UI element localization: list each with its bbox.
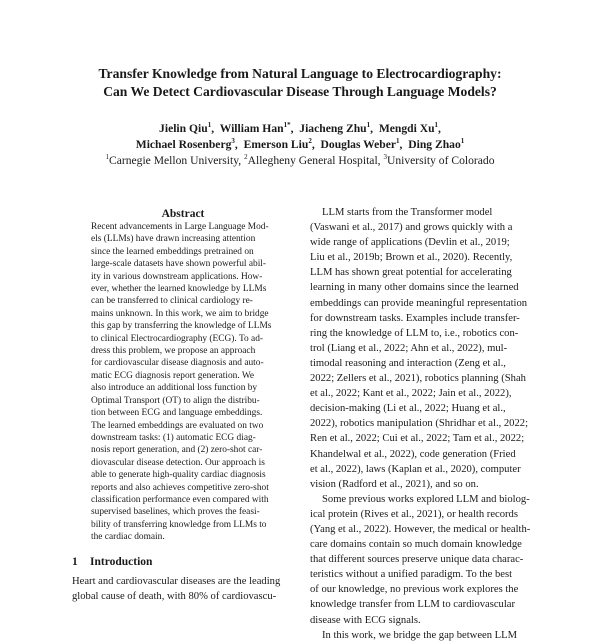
abstract-line: supervised baselines, which proves the feasi- <box>91 507 260 518</box>
abstract-line: reports and also achieves competitive zero-shot <box>91 482 269 493</box>
abstract-line: diovascular disease detection. Our approach is <box>91 457 265 468</box>
abstract-body <box>91 221 286 544</box>
abstract-line: since the learned embeddings pretrained on <box>91 246 254 257</box>
abstract-line: matic ECG diagnosis report generation. We <box>91 370 255 381</box>
abstract-line: bility of transferring knowledge from LLMs to <box>91 519 267 530</box>
author-name: Emerson Liu <box>243 138 309 151</box>
right-column-body <box>310 205 540 643</box>
author-name: Michael Rosenberg <box>135 138 232 151</box>
body-line: care domains contain so much domain knowledge <box>310 539 522 551</box>
abstract-line: dress this problem, we propose an approach <box>91 346 256 357</box>
author-name: Ding Zhao <box>408 138 461 151</box>
body-line: ring the knowledge of LLM to, i.e., robotics con- <box>310 327 519 339</box>
author-line: Jielin Qiu$^1$, William Han$^{1*}$, Jiacheng Zhu$^1$, Mengdi Xu$^1$, <box>159 121 441 135</box>
body-line: vision (Radford et al., 2021), and so on. <box>310 478 479 490</box>
abstract-line: to clinical Electrocardiography (ECG). To ad- <box>91 333 264 344</box>
affiliation-name: Carnegie Mellon University <box>108 154 239 167</box>
abstract-line: also introduce an additional loss function by <box>91 383 258 394</box>
author-sup: 1 <box>366 121 371 130</box>
body-line: timodal reasoning and interaction (Zeng et al., <box>310 357 506 369</box>
affiliation-sup: 3 <box>383 153 387 162</box>
abstract-line: this gap by transferring the knowledge of LLMs <box>91 321 272 332</box>
abstract-line: for cardiovascular disease diagnosis and auto- <box>91 358 264 369</box>
author-name: Jiacheng Zhu <box>299 122 367 135</box>
affiliation-name: Allegheny General Hospital <box>247 154 378 167</box>
author-name: Jielin Qiu <box>159 122 208 135</box>
author-name: Douglas Weber <box>320 138 397 151</box>
abstract-line: able to generate high-quality cardiac diagnosis <box>91 470 266 481</box>
body-line: et al., 2022; Kant et al., 2022; Jain et al., 2022), <box>310 388 512 400</box>
body-line: Some previous works explored LLM and biolog- <box>322 493 530 505</box>
author-sup: 1* <box>283 121 291 130</box>
abstract-line: nosis report generation, and (2) zero-shot car- <box>91 445 263 456</box>
author-sup: 1 <box>396 137 400 146</box>
author-sup: 1 <box>460 137 465 146</box>
body-line: 2022; Zellers et al., 2021), robotics planning (Shah <box>310 373 526 385</box>
author-line: Michael Rosenberg$^3$, Emerson Liu$^2$, Douglas Weber$^1$, Ding Zhao$^1$ <box>135 137 465 151</box>
body-line: trol (Liang et al., 2022; Ahn et al., 2022), mul- <box>310 342 508 354</box>
body-line: In this work, we bridge the gap between LLM <box>322 629 518 641</box>
abstract-line: classification performance even compared with <box>91 494 269 505</box>
abstract-line: ever, whether the learned knowledge by LLMs <box>91 284 267 295</box>
title-line: Transfer Knowledge from Natural Language to Electrocardiography: <box>98 66 502 81</box>
abstract-line: tion between ECG and language embeddings. <box>91 408 263 419</box>
author-name: Mengdi Xu <box>378 122 435 135</box>
body-line: Heart and cardiovascular diseases are the leading <box>72 576 281 587</box>
section-heading-introduction <box>72 555 152 569</box>
affiliation-sup: 1 <box>105 153 109 162</box>
abstract-line: Optimal Transport (OT) to align the distribu- <box>91 395 260 406</box>
body-line: for downstream tasks. Examples include transfer- <box>310 312 520 324</box>
author-sup: 1 <box>434 121 439 130</box>
affiliation-line: $^1$Carnegie Mellon University, $^2$Allegheny General Hospital, $^3$University of Colorado <box>105 153 495 167</box>
body-line: Khandelwal et al., 2022), code generation (Fried <box>310 448 516 460</box>
affiliation-sup: 2 <box>244 153 248 162</box>
body-line: decision-making (Li et al., 2022; Huang et al., <box>310 403 506 415</box>
body-line: knowledge transfer from LLM to cardiovascular <box>310 599 516 611</box>
abstract-heading: Abstract <box>161 208 205 220</box>
body-line: global cause of death, with 80% of cardiovascu- <box>72 591 277 602</box>
section-title: Introduction <box>90 556 153 568</box>
title-line: Can We Detect Cardiovascular Disease Through Language Models? <box>103 84 497 99</box>
abstract-line: els (LLMs) have drawn increasing attention <box>91 234 256 245</box>
author-sup: 2 <box>308 137 312 146</box>
section-number: 1 <box>72 556 78 568</box>
author-block <box>40 121 560 169</box>
body-line: (Vaswani et al., 2017) and grows quickly with a <box>310 222 513 234</box>
body-line: Ren et al., 2022; Cui et al., 2022; Tam et al., 2022; <box>310 433 525 445</box>
paper-title <box>40 65 560 101</box>
body-line: teristics without a unified paradigm. To the best <box>310 569 513 581</box>
abstract-line: the cardiac domain. <box>91 532 165 543</box>
affiliation-name: University of Colorado <box>386 154 495 167</box>
body-line: et al., 2022), laws (Kaplan et al., 2020), computer <box>310 463 521 475</box>
body-line: LLM has shown great potential for accelerating <box>310 267 512 279</box>
body-line: Liu et al., 2019b; Brown et al., 2020). Recently, <box>310 252 513 264</box>
abstract-line: The learned embeddings are evaluated on two <box>91 420 264 431</box>
abstract-line: downstream tasks: (1) automatic ECG diag- <box>91 432 256 443</box>
body-line: ical protein (Rives et al., 2021), or health records <box>310 508 518 520</box>
body-line: wide range of applications (Devlin et al., 2019; <box>310 237 510 249</box>
body-line: of our knowledge, no previous work explores the <box>310 584 519 596</box>
body-line: learning in many other domains since the learned <box>310 282 519 294</box>
body-line: (Yang et al., 2022). However, the medical or health- <box>310 523 531 535</box>
abstract-line: large-scale datasets have shown powerful abil- <box>91 259 267 270</box>
abstract-line: can be transferred to clinical cardiology re- <box>91 296 253 307</box>
abstract-line: Recent advancements in Large Language Mod- <box>91 222 269 232</box>
author-name: William Han <box>219 122 284 135</box>
author-sup: 1 <box>207 121 212 130</box>
body-line: 2022), robotics manipulation (Shridhar et al., 2022; <box>310 418 529 430</box>
author-sup: 3 <box>231 137 235 146</box>
abstract-line: ity in various downstream applications. How- <box>91 271 263 282</box>
body-line: LLM starts from the Transformer model <box>322 207 493 218</box>
abstract-line: mains unknown. In this work, we aim to bridge <box>91 308 269 319</box>
body-line: disease with ECG signals. <box>310 614 421 626</box>
body-line: that different sources preserve unique data charac- <box>310 554 524 566</box>
body-line: embeddings can provide meaningful representation <box>310 297 528 309</box>
